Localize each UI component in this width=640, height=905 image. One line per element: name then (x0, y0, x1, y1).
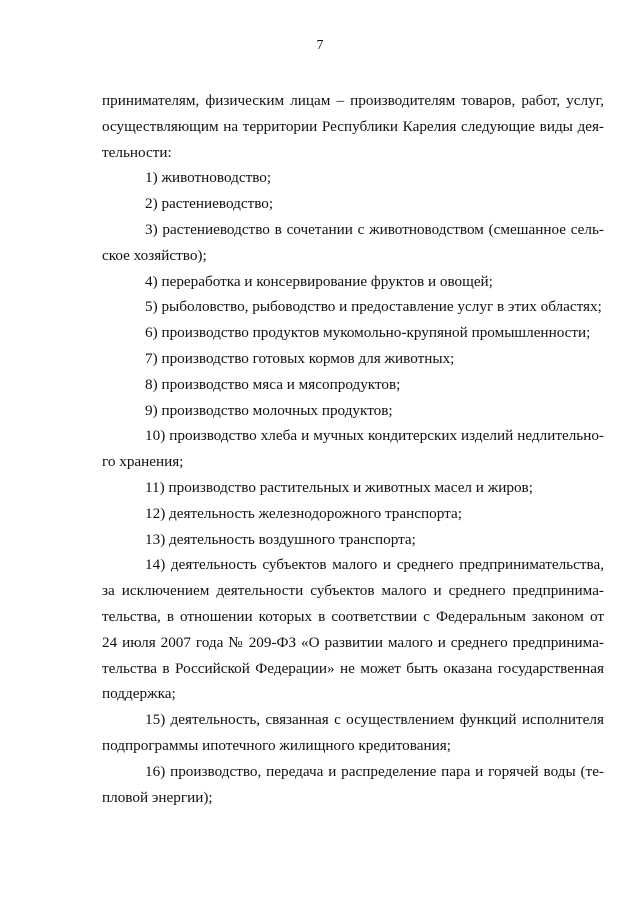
list-item: 2) растениеводство; (145, 195, 274, 213)
list-item: 10) производство хлеба и мучных кондитерских изделий недлительно- (145, 427, 604, 445)
text-line: тельства, в отношении которых в соответствии с Федеральным законом от (102, 607, 604, 625)
list-item: 9) производство молочных продуктов; (145, 401, 393, 419)
list-item: 11) производство растительных и животных масел и жиров; (145, 478, 533, 496)
text-line: осуществляющим на территории Республики Карелия следующие виды дея- (102, 117, 604, 135)
list-item: 6) производство продуктов мукомольно-крупяной промышленности; (145, 324, 591, 342)
list-item: 4) переработка и консервирование фруктов и овощей; (145, 272, 493, 290)
text-line: 24 июля 2007 года № 209-ФЗ «О развитии малого и среднего предпринима- (102, 633, 604, 651)
list-item: 8) производство мяса и мясопродуктов; (145, 375, 401, 393)
text-line: за исключением деятельности субъектов малого и среднего предпринима- (102, 582, 604, 600)
text-line: принимателям, физическим лицам – производителям товаров, работ, услуг, (102, 92, 604, 109)
text-line: ское хозяйство); (102, 246, 207, 264)
body-text (102, 88, 604, 810)
list-item: 1) животноводство; (145, 169, 272, 187)
list-item: 5) рыболовство, рыбоводство и предоставление услуг в этих областях; (145, 298, 602, 316)
page-number: 7 (316, 38, 324, 53)
list-item: 14) деятельность субъектов малого и среднего предпринимательства, (145, 556, 604, 574)
text-line: тельности: (102, 143, 172, 161)
list-item: 15) деятельность, связанная с осуществлением функций исполнителя (145, 711, 604, 729)
text-line: поддержка; (102, 685, 176, 703)
text-line: пловой энергии); (102, 788, 213, 806)
list-item: 12) деятельность железнодорожного транспорта; (145, 504, 462, 522)
list-item: 13) деятельность воздушного транспорта; (145, 530, 416, 548)
text-line: го хранения; (102, 453, 184, 471)
list-item: 7) производство готовых кормов для животных; (145, 349, 455, 367)
text-line: подпрограммы ипотечного жилищного кредитования; (102, 736, 451, 754)
list-item: 3) растениеводство в сочетании с животноводством (смешанное сель- (145, 220, 604, 238)
list-item: 16) производство, передача и распределение пара и горячей воды (те- (145, 762, 604, 780)
text-line: тельства в Российской Федерации» не может быть оказана государственная (102, 659, 604, 677)
